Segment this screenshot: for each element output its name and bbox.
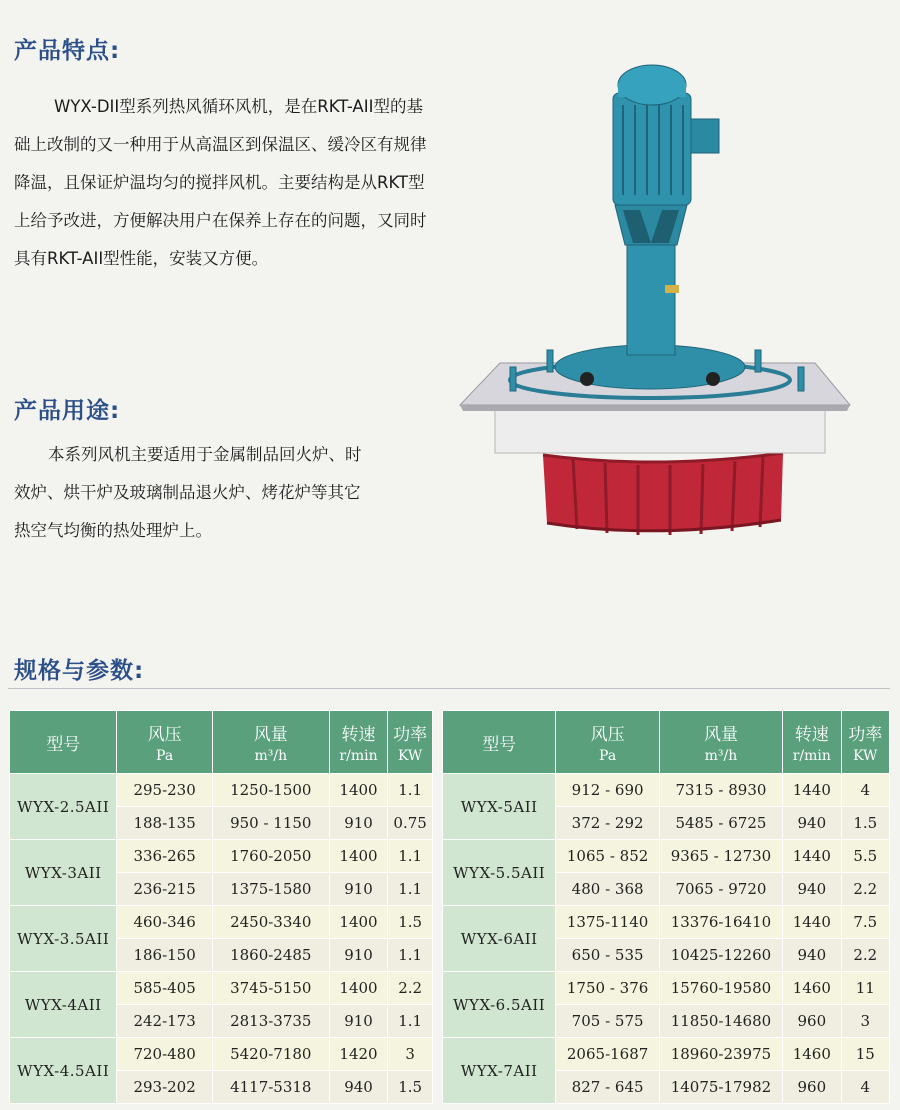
power-cell: 11 bbox=[841, 972, 889, 1005]
specs-heading: 规格与参数: bbox=[14, 658, 145, 684]
pressure-cell: 336-265 bbox=[117, 840, 212, 873]
model-cell: WYX-6.5AII bbox=[443, 972, 556, 1038]
power-cell: 1.1 bbox=[388, 873, 433, 906]
table-row bbox=[443, 840, 890, 873]
flow-cell: 3745-5150 bbox=[212, 972, 329, 1005]
pressure-cell: 242-173 bbox=[117, 1005, 212, 1038]
spec-table-header bbox=[10, 711, 433, 774]
pressure-cell: 1375-1140 bbox=[556, 906, 659, 939]
table-row bbox=[443, 1038, 890, 1071]
flow-cell: 4117-5318 bbox=[212, 1071, 329, 1104]
model-cell: WYX-7AII bbox=[443, 1038, 556, 1104]
pressure-cell: 2065-1687 bbox=[556, 1038, 659, 1071]
pressure-cell: 1065 - 852 bbox=[556, 840, 659, 873]
flow-cell: 18960-23975 bbox=[659, 1038, 782, 1071]
fan-product-image bbox=[455, 45, 855, 545]
table-row bbox=[10, 1038, 433, 1071]
speed-cell: 1400 bbox=[329, 906, 387, 939]
insulation-block bbox=[495, 405, 825, 453]
flow-cell: 2813-3735 bbox=[212, 1005, 329, 1038]
flow-cell: 9365 - 12730 bbox=[659, 840, 782, 873]
model-cell: WYX-6AII bbox=[443, 906, 556, 972]
flow-cell: 14075-17982 bbox=[659, 1071, 782, 1104]
features-line: 降温，且保证炉温均匀的搅拌风机。主要结构是从RKT型 bbox=[14, 173, 425, 192]
model-cell: WYX-3.5AII bbox=[10, 906, 117, 972]
flow-cell: 15760-19580 bbox=[659, 972, 782, 1005]
specs-divider bbox=[8, 688, 890, 689]
model-cell: WYX-5.5AII bbox=[443, 840, 556, 906]
pressure-cell: 188-135 bbox=[117, 807, 212, 840]
pressure-cell: 236-215 bbox=[117, 873, 212, 906]
header-model: 型号 bbox=[10, 711, 117, 774]
power-cell: 5.5 bbox=[841, 840, 889, 873]
flow-cell: 5420-7180 bbox=[212, 1038, 329, 1071]
speed-cell: 960 bbox=[783, 1005, 842, 1038]
features-line: WYX-DII型系列热风循环风机，是在RKT-AII型的基 bbox=[54, 97, 423, 116]
power-cell: 7.5 bbox=[841, 906, 889, 939]
model-cell: WYX-5AII bbox=[443, 774, 556, 840]
power-cell: 2.2 bbox=[841, 939, 889, 972]
flow-cell: 1375-1580 bbox=[212, 873, 329, 906]
power-cell: 1.5 bbox=[388, 1071, 433, 1104]
pressure-cell: 372 - 292 bbox=[556, 807, 659, 840]
pressure-cell: 460-346 bbox=[117, 906, 212, 939]
pressure-cell: 827 - 645 bbox=[556, 1071, 659, 1104]
header-speed: 转速 r/min bbox=[783, 711, 842, 774]
model-cell: WYX-3AII bbox=[10, 840, 117, 906]
flow-cell: 11850-14680 bbox=[659, 1005, 782, 1038]
speed-cell: 1440 bbox=[783, 906, 842, 939]
speed-cell: 1400 bbox=[329, 840, 387, 873]
flow-cell: 7315 - 8930 bbox=[659, 774, 782, 807]
pressure-cell: 186-150 bbox=[117, 939, 212, 972]
power-cell: 2.2 bbox=[841, 873, 889, 906]
header-pressure: 风压 Pa bbox=[117, 711, 212, 774]
table-row bbox=[10, 906, 433, 939]
spec-table-right bbox=[442, 710, 890, 1104]
power-cell: 4 bbox=[841, 774, 889, 807]
header-power: 功率 KW bbox=[388, 711, 433, 774]
speed-cell: 940 bbox=[783, 939, 842, 972]
power-cell: 1.5 bbox=[841, 807, 889, 840]
speed-cell: 1460 bbox=[783, 1038, 842, 1071]
speed-cell: 1440 bbox=[783, 774, 842, 807]
impeller bbox=[543, 453, 783, 535]
table-row bbox=[10, 972, 433, 1005]
header-flow: 风量 m³/h bbox=[212, 711, 329, 774]
flow-cell: 7065 - 9720 bbox=[659, 873, 782, 906]
speed-cell: 940 bbox=[329, 1071, 387, 1104]
speed-cell: 940 bbox=[783, 873, 842, 906]
table-row bbox=[10, 774, 433, 807]
power-cell: 3 bbox=[841, 1005, 889, 1038]
power-cell: 4 bbox=[841, 1071, 889, 1104]
flow-cell: 1760-2050 bbox=[212, 840, 329, 873]
speed-cell: 910 bbox=[329, 939, 387, 972]
pressure-cell: 912 - 690 bbox=[556, 774, 659, 807]
pressure-cell: 1750 - 376 bbox=[556, 972, 659, 1005]
pressure-cell: 295-230 bbox=[117, 774, 212, 807]
pressure-cell: 293-202 bbox=[117, 1071, 212, 1104]
usage-line: 本系列风机主要适用于金属制品回火炉、时 bbox=[48, 445, 362, 464]
features-paragraph bbox=[14, 88, 484, 278]
flow-cell: 1250-1500 bbox=[212, 774, 329, 807]
speed-cell: 910 bbox=[329, 1005, 387, 1038]
pressure-cell: 705 - 575 bbox=[556, 1005, 659, 1038]
usage-line: 效炉、烘干炉及玻璃制品退火炉、烤花炉等其它 bbox=[14, 483, 361, 502]
power-cell: 1.1 bbox=[388, 939, 433, 972]
flow-cell: 950 - 1150 bbox=[212, 807, 329, 840]
speed-cell: 910 bbox=[329, 873, 387, 906]
flow-cell: 1860-2485 bbox=[212, 939, 329, 972]
header-speed: 转速 r/min bbox=[329, 711, 387, 774]
flow-cell: 10425-12260 bbox=[659, 939, 782, 972]
features-line: 上给予改进，方便解决用户在保养上存在的问题，又同时 bbox=[14, 211, 427, 230]
header-flow: 风量 m³/h bbox=[659, 711, 782, 774]
header-model: 型号 bbox=[443, 711, 556, 774]
speed-cell: 940 bbox=[783, 807, 842, 840]
spec-table-header bbox=[443, 711, 890, 774]
header-power: 功率 KW bbox=[841, 711, 889, 774]
model-cell: WYX-2.5AII bbox=[10, 774, 117, 840]
pressure-cell: 720-480 bbox=[117, 1038, 212, 1071]
power-cell: 1.1 bbox=[388, 774, 433, 807]
table-row bbox=[10, 840, 433, 873]
speed-cell: 910 bbox=[329, 807, 387, 840]
speed-cell: 1460 bbox=[783, 972, 842, 1005]
model-cell: WYX-4AII bbox=[10, 972, 117, 1038]
spec-table-left bbox=[9, 710, 433, 1104]
power-cell: 1.1 bbox=[388, 1005, 433, 1038]
power-cell: 0.75 bbox=[388, 807, 433, 840]
header-pressure: 风压 Pa bbox=[556, 711, 659, 774]
pressure-cell: 480 - 368 bbox=[556, 873, 659, 906]
flow-cell: 5485 - 6725 bbox=[659, 807, 782, 840]
speed-cell: 960 bbox=[783, 1071, 842, 1104]
table-row bbox=[443, 774, 890, 807]
features-line: 具有RKT-AII型性能，安装又方便。 bbox=[14, 249, 269, 268]
speed-cell: 1400 bbox=[329, 774, 387, 807]
speed-cell: 1400 bbox=[329, 972, 387, 1005]
usage-heading: 产品用途: bbox=[14, 398, 121, 424]
usage-paragraph bbox=[14, 436, 434, 550]
table-row bbox=[443, 906, 890, 939]
power-cell: 15 bbox=[841, 1038, 889, 1071]
power-cell: 1.1 bbox=[388, 840, 433, 873]
flow-cell: 2450-3340 bbox=[212, 906, 329, 939]
usage-line: 热空气均衡的热处理炉上。 bbox=[14, 521, 212, 540]
pressure-cell: 650 - 535 bbox=[556, 939, 659, 972]
speed-cell: 1440 bbox=[783, 840, 842, 873]
power-cell: 1.5 bbox=[388, 906, 433, 939]
speed-cell: 1420 bbox=[329, 1038, 387, 1071]
features-line: 础上改制的又一种用于从高温区到保温区、缓冷区有规律 bbox=[14, 135, 427, 154]
power-cell: 3 bbox=[388, 1038, 433, 1071]
flow-cell: 13376-16410 bbox=[659, 906, 782, 939]
features-heading: 产品特点: bbox=[14, 38, 121, 64]
motor bbox=[613, 93, 691, 205]
model-cell: WYX-4.5AII bbox=[10, 1038, 117, 1104]
pressure-cell: 585-405 bbox=[117, 972, 212, 1005]
power-cell: 2.2 bbox=[388, 972, 433, 1005]
table-row bbox=[443, 972, 890, 1005]
